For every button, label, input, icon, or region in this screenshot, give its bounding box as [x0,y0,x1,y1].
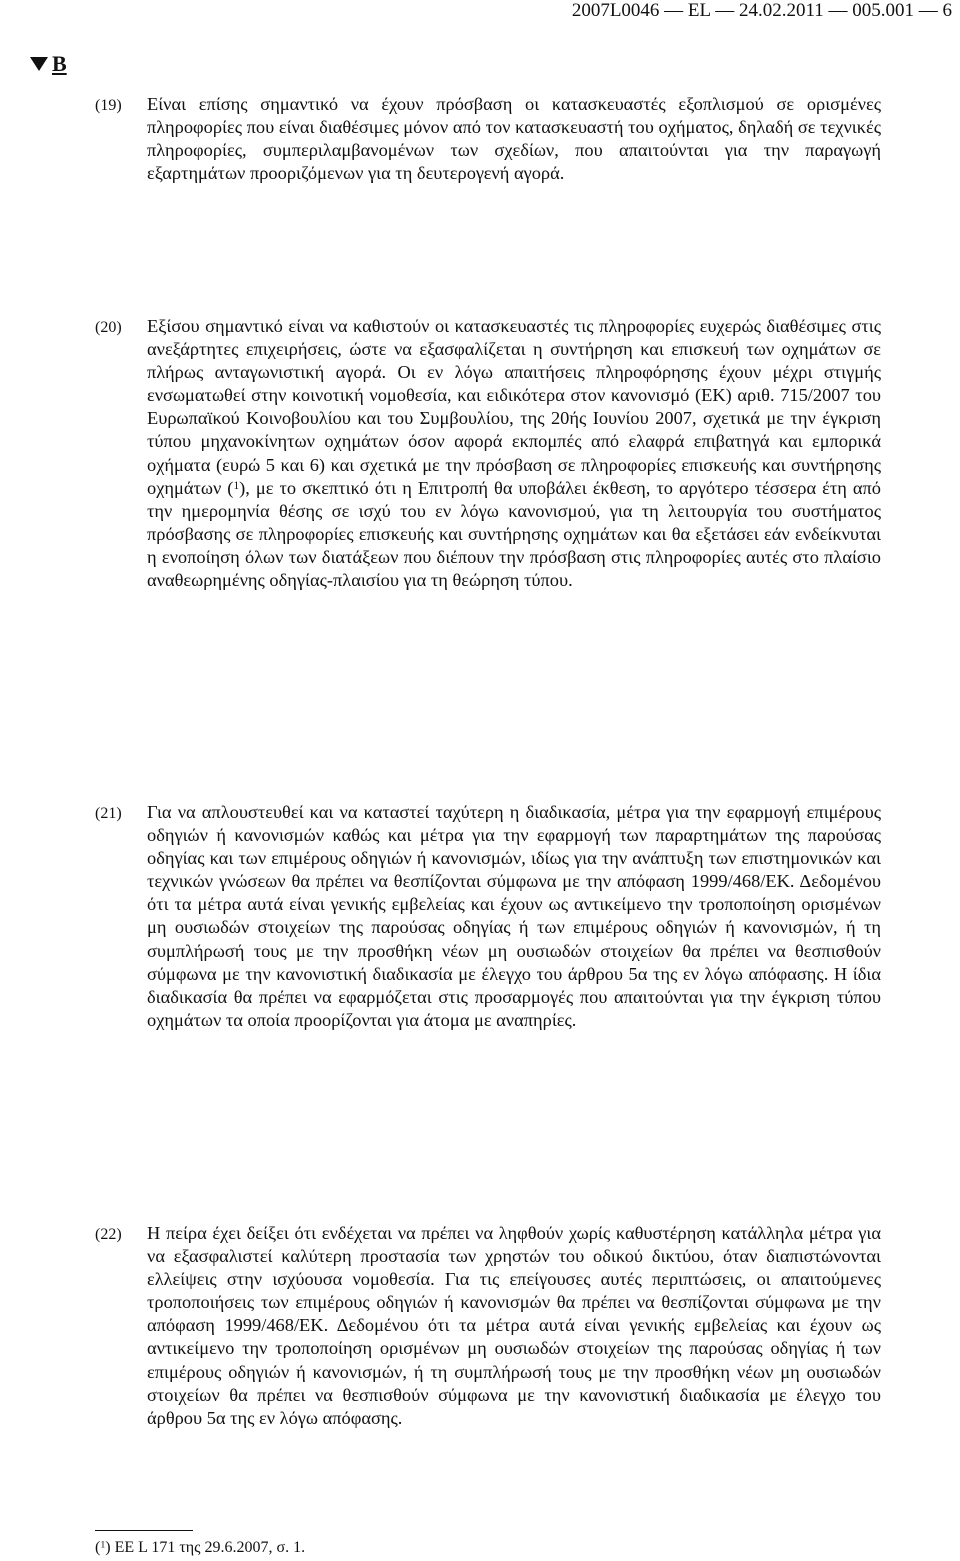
footnote-open: ( [95,1539,101,1556]
footnote-text: ΕΕ L 171 της 29.6.2007, σ. 1. [110,1539,306,1556]
amendment-marker [30,52,67,76]
recital-number: (20) [95,319,122,336]
recital-number: (21) [95,805,122,822]
recital-text: Είναι επίσης σημαντικό να έχουν πρόσβαση οι κατασκευαστές εξοπλισμού σε ορισμένες πληροφορίες που είναι διαθέσιμες μόνον από τον κατασκευαστή του οχήματος, δηλαδή σε τεχνικές πληροφορίες, συμπεριλαμβανομένων των σχεδίων, που απαιτούνται για την παραγωγή εξαρτημάτων προοριζόμενων για τη δευτερογενή αγορά. [147,94,881,184]
footnote-reference[interactable]: 1 [233,479,240,492]
recital-text-part: Εξίσου σημαντικό είναι να καθιστούν οι κατασκευαστές τις πληροφορίες ευχερώς διαθέσιμες στις ανεξάρτητες επιχειρήσεις, ώστε να εξασφαλίζεται η συντήρηση και επισκευή των οχημάτων σε πλήρως ανταγωνιστική αγορά. Οι εν λόγω απαιτήσεις πληροφόρησης έχουν μέχρι στιγμής ενσωματωθεί στην κοινοτική νομοθεσία, και ειδικότερα στον κανονισμό (ΕΚ) αριθ. 715/2007 του Ευρωπαϊκού Κοινοβουλίου και του Συμβουλίου, της 20ής Ιουνίου 2007, σχετικά με την έγκριση τύπου μηχανοκίνητων οχημάτων όσον αφορά εκπομπές από ελαφρά επιβατηγά και εμπορικά οχήματα (ευρώ 5 και 6) και σχετικά με την πρόσβαση σε πληροφορίες επισκευής και συντήρησης οχημάτων ( [147,316,881,498]
recital-text [147,315,881,592]
triangle-down-icon [30,57,48,71]
amendment-marker-letter: B [52,51,67,76]
recital-text: Για να απλουστευθεί και να καταστεί ταχύτερη η διαδικασία, μέτρα για την εφαρμογή επιμέρους οδηγιών ή κανονισμών καθώς και μέτρα για την εφαρμογή των παραρτημάτων της παρούσας οδηγίας και των επιμέρους οδηγιών ή κανονισμών, ιδίως για την ανάπτυξη των επιστημονικών και τεχνικών γνώσεων θα πρέπει να θεσπίζονται σύμφωνα με την απόφαση 1999/468/ΕΚ. Δεδομένου ότι τα μέτρα αυτά είναι γενικής εμβελείας και έχουν ως αντικείμενο την τροποποίηση ορισμένων μη ουσιωδών στοιχείων της παρούσας οδηγίας ή των επιμέρους οδηγιών ή κανονισμών, ή τη συμπλήρωσή τους με την προσθήκη νέων μη ουσιωδών στοιχείων θα πρέπει να θεσπισθούν σύμφωνα με την κανονιστική διαδικασία με έλεγχο του άρθρου 5α της εν λόγω απόφασης. Η ίδια διαδικασία θα πρέπει να εφαρμόζεται στις προσαρμογές που απαιτούνται για την έγκριση τύπου οχημάτων τα οποία προορίζονται για άτομα με αναπηρίες. [147,802,881,1030]
footnote-marker: 1 [100,1539,106,1551]
footnote [95,1538,305,1558]
recital-text-part: ), με το σκεπτικό ότι η Επιτροπή θα υποβάλει έκθεση, το αργότερο τέσσερα έτη από την ημερομηνία θέσης σε ισχύ του εν λόγω κανονισμού, για τη λειτουργία του συστήματος πρόσβασης σε πληροφορίες επισκευής και συντήρησης οχημάτων και θα εξετάσει εάν ενδείκνυται η ενοποίηση όλων των διατάξεων που διέπουν την πρόσβαση στις πληροφορίες αυτές στο πλαίσιο αναθεωρημένης οδηγίας-πλαισίου για τη θεώρηση τύπου. [147,477,881,591]
footnote-close: ) [105,1539,111,1556]
footnote-divider [95,1530,193,1531]
recital-text: Η πείρα έχει δείξει ότι ενδέχεται να πρέπει να ληφθούν χωρίς καθυστέρηση κατάλληλα μέτρα για να εξασφαλιστεί καλύτερη προστασία των χρηστών του οδικού δικτύου, όταν διαπιστώνονται ελλείψεις στην ισχύουσα νομοθεσία. Για τις επείγουσες αυτές περιπτώσεις, οι απαιτούμενες τροποποιήσεις των επιμέρους οδηγιών ή κανονισμών θα πρέπει να θεσπίζονται σύμφωνα με την απόφαση 1999/468/ΕΚ. Δεδομένου ότι τα μέτρα αυτά είναι γενικής εμβελείας και έχουν ως αντικείμενο την τροποποίηση ορισμένων μη ουσιωδών στοιχείων της παρούσας οδηγίας ή των επιμέρους οδηγιών ή κανονισμών, ή τη συμπλήρωσή τους με την προσθήκη νέων μη ουσιωδών στοιχείων θα πρέπει να θεσπισθούν σύμφωνα με την κανονιστική διαδικασία με έλεγχο του άρθρου 5α της εν λόγω απόφασης. [147,1223,881,1428]
recital-number: (22) [95,1226,122,1243]
document-header: 2007L0046 — EL — 24.02.2011 — 005.001 — 6 [571,0,952,21]
recital-number: (19) [95,97,122,114]
